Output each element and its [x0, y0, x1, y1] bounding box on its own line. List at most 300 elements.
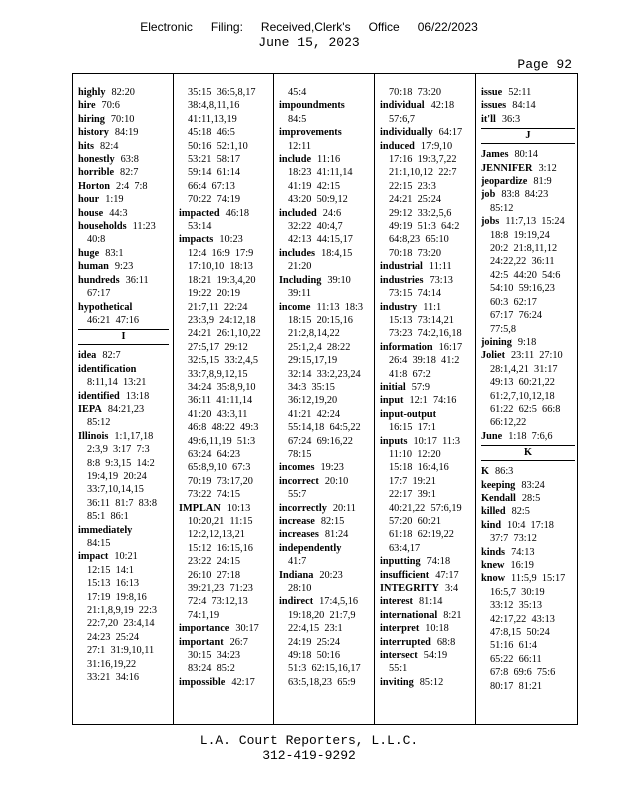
index-entry: [78, 166, 169, 179]
index-continuation: [179, 86, 269, 99]
index-continuation: [179, 140, 269, 153]
page-line-refs: 3:4: [444, 583, 459, 595]
index-continuation: [380, 86, 471, 99]
index-term: inputting: [380, 556, 421, 568]
page-line-refs: 36:11 41:11,14: [188, 395, 253, 407]
index-continuation: [279, 113, 370, 126]
page-line-refs: 41:20 43:3,11: [188, 408, 248, 420]
page-line-refs: 50:16 52:1,10: [188, 140, 248, 152]
section-rule: [481, 143, 575, 144]
page-line-refs: 16:15 17:1: [389, 422, 436, 434]
index-entry: [380, 394, 471, 407]
page-line-refs: 51:3 62:15,16,17: [288, 663, 361, 675]
index-continuation: [481, 363, 575, 376]
index-continuation: [380, 662, 471, 675]
index-entry: [380, 555, 471, 568]
page-line-refs: 70:18 73:20: [389, 247, 442, 259]
index-continuation: [380, 247, 471, 260]
index-continuation: [78, 671, 169, 684]
page-line-refs: 13:18: [125, 390, 150, 402]
index-continuation: [380, 193, 471, 206]
index-entry: [481, 86, 575, 99]
page-line-refs: 18:8 19:19,24: [490, 229, 550, 241]
index-continuation: [179, 260, 269, 273]
page-line-refs: 65:22 66:11: [490, 653, 542, 665]
index-term: impacts: [179, 234, 214, 246]
index-entry: [179, 636, 269, 649]
page-line-refs: 64:8,23 65:10: [389, 234, 449, 246]
index-entry: [279, 542, 370, 555]
page-line-refs: 81:14: [418, 596, 443, 608]
index-continuation: [279, 341, 370, 354]
page-line-refs: 52:11: [508, 87, 532, 98]
index-entry: [380, 569, 471, 582]
page-line-refs: 16:5,7 30:19: [490, 586, 545, 598]
page-line-refs: 70:22 74:19: [188, 194, 241, 206]
index-continuation: [380, 287, 471, 300]
page-line-refs: 42:17,22 43:13: [490, 613, 555, 625]
page-line-refs: 18:21 19:3,4,20: [188, 274, 256, 286]
index-continuation: [481, 653, 575, 666]
page-line-refs: 22:15 23:3: [389, 180, 436, 192]
page-line-refs: 67:17 76:24: [490, 310, 543, 322]
index-continuation: [481, 255, 575, 268]
index-continuation: [179, 354, 269, 367]
index-continuation: [179, 274, 269, 287]
index-term: hits: [78, 140, 95, 152]
index-continuation: [179, 408, 269, 421]
page-line-refs: 61:2,7,10,12,18: [490, 390, 555, 402]
index-continuation: [279, 435, 370, 448]
index-entry: [78, 220, 169, 233]
page-line-refs: 21:2,8,14,22: [288, 328, 340, 340]
index-continuation: [481, 680, 575, 693]
page-line-refs: 67:8 69:6 75:6: [490, 667, 556, 679]
index-term: insufficient: [380, 569, 430, 581]
page-line-refs: 83:24 85:2: [188, 663, 235, 675]
page-line-refs: 1:18 7:6,6: [508, 430, 553, 442]
index-term: identified: [78, 390, 120, 402]
index-continuation: [279, 636, 370, 649]
page-line-refs: 42:13 44:15,17: [288, 234, 353, 246]
page-line-refs: 20:11: [332, 502, 356, 514]
page-line-refs: 64:17: [438, 127, 463, 139]
page-line-refs: 36:11: [125, 274, 149, 286]
index-continuation: [380, 220, 471, 233]
page-line-refs: 12:11: [288, 140, 312, 152]
filing-stamp-word: Received,Clerk's: [260, 20, 351, 34]
page-line-refs: 61:18 62:19,22: [389, 529, 454, 541]
index-entry: [380, 274, 471, 287]
page-line-refs: 59:14 61:14: [188, 167, 241, 179]
index-continuation: [380, 461, 471, 474]
page-line-refs: 19:23: [320, 462, 344, 474]
page-line-refs: 23:22 24:15: [188, 556, 241, 568]
index-continuation: [481, 269, 575, 282]
index-term: hire: [78, 100, 96, 112]
page-line-refs: 2:4 7:8: [116, 180, 148, 192]
index-term: industrial: [380, 261, 423, 273]
index-continuation: [179, 327, 269, 340]
page-line-refs: 30:15 34:23: [188, 650, 241, 662]
page-line-refs: 12:1 74:16: [409, 395, 457, 407]
page-line-refs: 85:12: [490, 202, 514, 214]
index-term: included: [279, 207, 317, 219]
index-entry: [279, 595, 370, 608]
index-term: income: [279, 301, 311, 313]
page-line-refs: 36:12,19,20: [288, 395, 338, 407]
index-continuation: [78, 443, 169, 456]
index-continuation: [78, 416, 169, 429]
index-column-2: [174, 74, 274, 724]
index-continuation: [179, 193, 269, 206]
page-line-refs: 67:24 69:16,22: [288, 435, 353, 447]
page-line-refs: 28:5: [521, 492, 541, 504]
page-line-refs: 73:23 74:2,16,18: [389, 328, 462, 340]
page-line-refs: 18:15 20:15,16: [288, 314, 353, 326]
page-line-refs: 21:7,11 22:24: [188, 301, 248, 313]
page-line-refs: 82:20: [111, 87, 135, 98]
index-continuation: [78, 314, 169, 327]
page-line-refs: 11:11: [428, 261, 452, 273]
page-line-refs: 55:7: [288, 489, 307, 501]
page-line-refs: 12:15 14:1: [87, 564, 134, 576]
index-continuation: [179, 153, 269, 166]
page-line-refs: 83:1: [105, 247, 124, 259]
page-line-refs: 85:12: [419, 676, 444, 688]
index-continuation: [380, 327, 471, 340]
page-line-refs: 37:7 73:12: [490, 533, 537, 545]
index-entry: [78, 113, 169, 126]
index-continuation: [279, 86, 370, 99]
index-continuation: [279, 408, 370, 421]
page-line-refs: 24:22,22 36:11: [490, 256, 555, 268]
index-entry: [380, 408, 471, 421]
page-line-refs: 83:8 84:23: [501, 189, 549, 201]
page-line-refs: 47:8,15 50:24: [490, 627, 550, 639]
page-line-refs: 10:18: [425, 623, 449, 635]
index-continuation: [179, 435, 269, 448]
page-line-refs: 61:22 62:5 66:8: [490, 403, 561, 415]
index-term: huge: [78, 247, 100, 259]
index-term: importance: [179, 623, 230, 635]
index-term: Indiana: [279, 569, 314, 581]
page-line-refs: 26:10 27:18: [188, 569, 241, 581]
index-entry: [279, 515, 370, 528]
index-entry: [279, 274, 370, 287]
page-line-refs: 26:7: [229, 636, 248, 648]
page-line-refs: 41:11,13,19: [188, 113, 237, 125]
index-continuation: [78, 457, 169, 470]
index-term: know: [481, 573, 506, 585]
index-entry: [78, 126, 169, 139]
page-line-refs: 73:13: [429, 274, 453, 286]
section-letter: I: [78, 329, 169, 344]
index-entry: [481, 349, 575, 362]
index-term: hour: [78, 194, 100, 206]
index-entry: [179, 233, 269, 246]
index-term: hundreds: [78, 274, 120, 286]
page-line-refs: 11:5,9 15:17: [511, 573, 566, 585]
index-continuation: [279, 381, 370, 394]
page-line-refs: 63:4,17: [389, 542, 421, 554]
page-line-refs: 41:8 67:2: [389, 368, 431, 380]
index-continuation: [78, 497, 169, 510]
page-line-refs: 1:1,17,18: [114, 430, 154, 442]
page-line-refs: 19:4,19 20:24: [87, 470, 147, 482]
filing-stamp-word: Office: [368, 20, 400, 34]
index-term: important: [179, 636, 224, 648]
index-entry: [78, 363, 169, 376]
page-line-refs: 70:10: [110, 113, 135, 125]
page-line-refs: 22:7,20 23:4,14: [87, 618, 155, 630]
index-table: [72, 73, 578, 725]
index-entry: [481, 546, 575, 559]
index-continuation: [179, 542, 269, 555]
index-column-4: [375, 74, 476, 724]
page-line-refs: 20:2 21:8,11,12: [490, 243, 558, 255]
section-rule: [78, 344, 169, 345]
page-line-refs: 32:14 33:2,23,24: [288, 368, 361, 380]
page-line-refs: 27:5,17 29:12: [188, 341, 248, 353]
index-continuation: [78, 470, 169, 483]
index-continuation: [380, 515, 471, 528]
page-line-refs: 42:17: [231, 676, 255, 688]
page-line-refs: 45:4: [288, 87, 307, 98]
index-entry: [78, 153, 169, 166]
index-entry: [380, 636, 471, 649]
index-entry: [279, 301, 370, 314]
index-term: honestly: [78, 154, 115, 166]
reporter-phone: 312-419-9292: [262, 748, 356, 763]
index-term: input-output: [380, 408, 437, 420]
index-continuation: [179, 180, 269, 193]
index-term: includes: [279, 247, 316, 259]
index-continuation: [481, 376, 575, 389]
index-entry: [78, 403, 169, 416]
index-entry: [481, 215, 575, 228]
page-line-refs: 12:2,12,13,21: [188, 529, 245, 541]
page-line-refs: 16:19: [510, 560, 534, 571]
index-continuation: [179, 381, 269, 394]
index-entry: [481, 113, 575, 126]
page-line-refs: 46:21 47:16: [87, 314, 140, 326]
section-letter: J: [481, 128, 575, 143]
index-entry: [279, 502, 370, 515]
index-continuation: [179, 555, 269, 568]
index-continuation: [380, 113, 471, 126]
index-continuation: [179, 448, 269, 461]
index-term: killed: [481, 506, 506, 518]
index-term: horrible: [78, 167, 115, 179]
index-entry: [481, 162, 575, 175]
index-continuation: [380, 368, 471, 381]
index-term: Joliet: [481, 350, 506, 362]
page-line-refs: 35:15 36:5,8,17: [188, 87, 256, 98]
index-term: international: [380, 609, 438, 621]
index-continuation: [279, 609, 370, 622]
page-line-refs: 19:18,20 21:7,9: [288, 609, 356, 621]
page-line-refs: 10:21: [114, 551, 138, 563]
page-line-refs: 17:7 19:21: [389, 475, 436, 487]
index-continuation: [179, 368, 269, 381]
index-term: interrupted: [380, 636, 431, 648]
page-line-refs: 41:7: [288, 556, 307, 568]
index-term: it'll: [481, 113, 496, 125]
page-line-refs: 49:19 51:3 64:2: [389, 221, 460, 233]
index-entry: [78, 140, 169, 153]
page-line-refs: 49:13 60:21,22: [490, 377, 555, 389]
index-term: impoundments: [279, 100, 345, 112]
page-line-refs: 84:21,23: [107, 403, 145, 415]
index-term: June: [481, 430, 503, 442]
index-term: hypothetical: [78, 301, 133, 313]
page-line-refs: 51:16 61:4: [490, 640, 537, 652]
index-term: jeopardize: [481, 176, 528, 188]
index-continuation: [78, 604, 169, 617]
index-continuation: [380, 528, 471, 541]
index-entry: [78, 180, 169, 193]
index-term: IEPA: [78, 403, 102, 415]
page-line-refs: 8:11,14 13:21: [87, 377, 147, 389]
index-continuation: [78, 376, 169, 389]
index-term: inputs: [380, 435, 408, 447]
index-entry: [78, 247, 169, 260]
index-entry: [279, 99, 370, 112]
page-line-refs: 19:22 20:19: [188, 288, 241, 300]
page-line-refs: 24:21 26:1,10,22: [188, 328, 261, 340]
index-continuation: [481, 309, 575, 322]
index-continuation: [279, 448, 370, 461]
page-line-refs: 15:18 16:4,16: [389, 462, 449, 474]
page-line-refs: 25:1,2,4 28:22: [288, 341, 351, 353]
page-line-refs: 34:3 35:15: [288, 381, 335, 393]
index-continuation: [481, 323, 575, 336]
page-line-refs: 30:17: [235, 623, 259, 635]
index-entry: [78, 349, 169, 362]
index-continuation: [279, 555, 370, 568]
index-continuation: [78, 510, 169, 523]
index-term: input: [380, 395, 404, 407]
page-line-refs: 38:4,8,11,16: [188, 100, 240, 112]
page-line-refs: 33:7,10,14,15: [87, 484, 144, 496]
index-continuation: [481, 626, 575, 639]
index-continuation: [179, 113, 269, 126]
page-line-refs: 81:9: [533, 176, 552, 188]
index-continuation: [179, 220, 269, 233]
page-line-refs: 29:15,17,19: [288, 355, 338, 367]
page-line-refs: 81:24: [324, 529, 349, 541]
page-line-refs: 40:8: [87, 234, 106, 246]
page-line-refs: 26:4 39:18 41:2: [389, 355, 460, 367]
page-line-refs: 84:15: [87, 538, 111, 549]
index-continuation: [481, 202, 575, 215]
index-entry: [380, 301, 471, 314]
index-term: issues: [481, 100, 507, 112]
index-term: incorrectly: [279, 502, 327, 514]
page-line-refs: 82:7: [102, 350, 121, 362]
index-term: keeping: [481, 479, 516, 491]
index-entry: [481, 175, 575, 188]
index-continuation: [279, 260, 370, 273]
index-entry: [279, 247, 370, 260]
index-continuation: [279, 676, 370, 689]
index-entry: [78, 86, 169, 99]
page-line-refs: 39:11: [288, 288, 312, 300]
index-term: independently: [279, 542, 342, 554]
page-line-refs: 18:4,15: [321, 247, 353, 259]
index-entry: [78, 390, 169, 403]
index-continuation: [279, 287, 370, 300]
index-entry: [279, 207, 370, 220]
page-line-refs: 53:14: [188, 221, 212, 233]
page-line-refs: 8:8 9:3,15 14:2: [87, 457, 155, 469]
page-line-refs: 11:23: [132, 221, 156, 233]
footer: [0, 733, 618, 763]
index-continuation: [279, 421, 370, 434]
page-line-refs: 42:5 44:20 54:6: [490, 269, 561, 281]
page-line-refs: 41:21 42:24: [288, 408, 341, 420]
index-continuation: [279, 166, 370, 179]
filing-stamp-word: 06/22/2023: [417, 20, 478, 34]
index-entry: [78, 193, 169, 206]
page-line-refs: 8:21: [443, 609, 462, 621]
index-term: incorrect: [279, 475, 319, 487]
index-continuation: [380, 421, 471, 434]
page-line-refs: 82:15: [320, 516, 345, 527]
index-entry: [179, 676, 269, 689]
index-continuation: [279, 394, 370, 407]
index-column-1: [73, 74, 174, 724]
index-continuation: [179, 475, 269, 488]
index-continuation: [481, 242, 575, 255]
index-term: induced: [380, 140, 415, 152]
index-entry: [78, 430, 169, 443]
index-term: K: [481, 466, 490, 478]
page-line-refs: 11:13 18:3: [316, 301, 363, 313]
index-continuation: [78, 537, 169, 550]
page-line-refs: 28:1,4,21 31:17: [490, 363, 558, 375]
index-term: impacted: [179, 207, 220, 219]
page-line-refs: 15:12 16:15,16: [188, 542, 253, 554]
index-entry: [481, 572, 575, 585]
index-entry: [78, 99, 169, 112]
index-continuation: [78, 577, 169, 590]
index-continuation: [179, 301, 269, 314]
page-line-refs: 11:7,13 15:24: [505, 216, 565, 228]
page-line-refs: 21:20: [288, 261, 312, 273]
page-line-refs: 10:20,21 11:15: [188, 516, 253, 527]
index-term: Kendall: [481, 492, 516, 504]
page-line-refs: 23:11 27:10: [511, 350, 563, 362]
index-term: households: [78, 221, 127, 233]
page-line-refs: 9:23: [114, 261, 134, 273]
page-line-refs: 74:1,19: [188, 609, 220, 621]
index-continuation: [179, 609, 269, 622]
index-continuation: [481, 403, 575, 416]
index-continuation: [179, 341, 269, 354]
index-continuation: [279, 327, 370, 340]
page-line-refs: 66:12,22: [490, 417, 527, 429]
index-term: knew: [481, 560, 505, 571]
index-entry: [380, 140, 471, 153]
index-entry: [78, 207, 169, 220]
index-continuation: [78, 644, 169, 657]
page-line-refs: 41:19 42:15: [288, 180, 341, 192]
page-line-refs: 10:13: [226, 502, 251, 514]
index-term: house: [78, 207, 104, 219]
filing-stamp: [0, 20, 618, 34]
